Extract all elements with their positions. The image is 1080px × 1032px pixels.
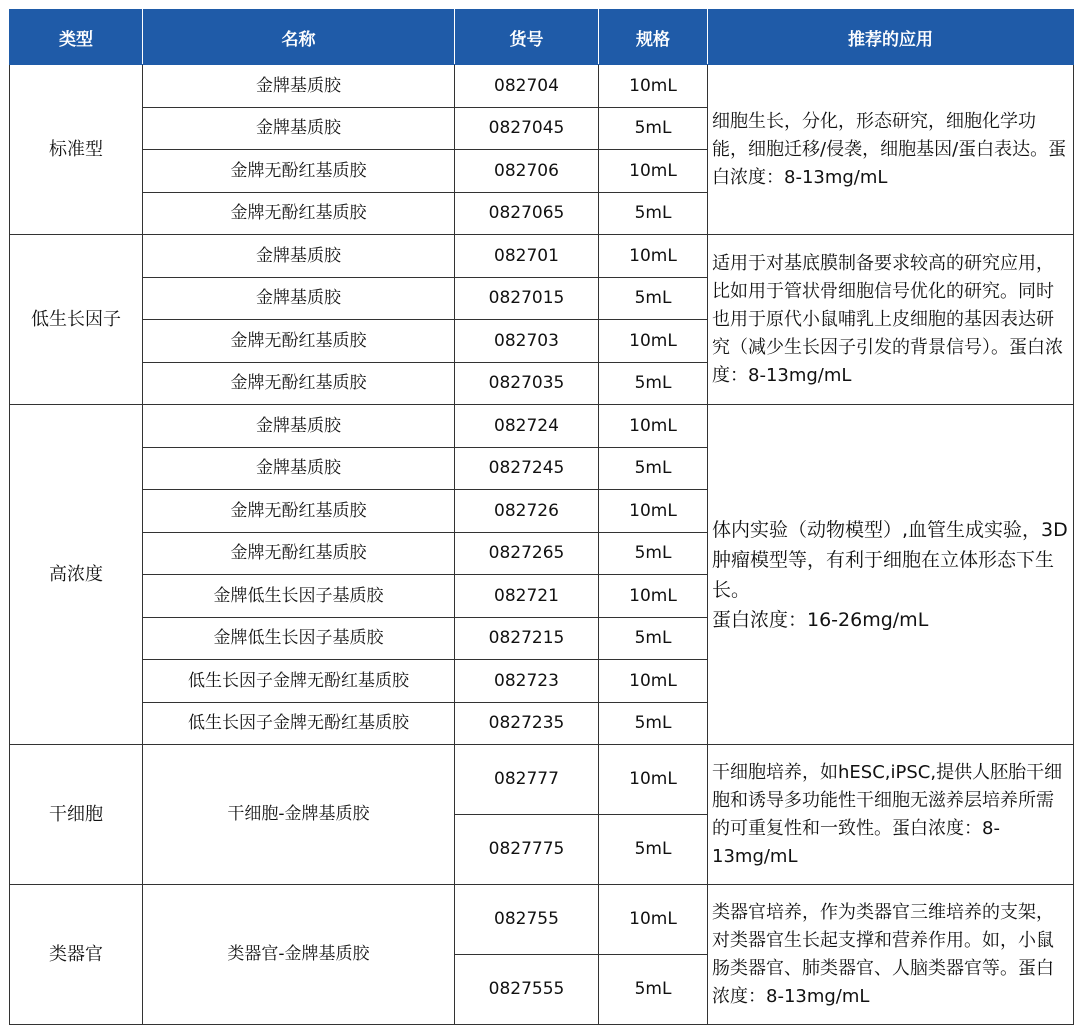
code-cell: 082706 (455, 150, 599, 193)
table-row (10, 745, 1074, 815)
spec-cell: 10mL (599, 150, 708, 193)
type-cell: 标准型 (10, 65, 143, 235)
spec-cell: 10mL (599, 65, 708, 108)
type-cell: 干细胞 (10, 745, 143, 885)
spec-cell: 10mL (599, 405, 708, 448)
code-cell: 082726 (455, 490, 599, 533)
code-cell: 0827555 (455, 955, 599, 1025)
code-cell: 082777 (455, 745, 599, 815)
application-concentration: 蛋白浓度：16-26mg/mL (712, 608, 929, 631)
header-application: 推荐的应用 (708, 10, 1074, 65)
code-cell: 0827265 (455, 532, 599, 575)
code-cell: 0827775 (455, 815, 599, 885)
spec-cell: 5mL (599, 277, 708, 320)
header-type: 类型 (10, 10, 143, 65)
header-spec: 规格 (599, 10, 708, 65)
code-cell: 0827035 (455, 362, 599, 405)
code-cell: 0827065 (455, 192, 599, 235)
spec-cell: 5mL (599, 362, 708, 405)
name-cell: 低生长因子金牌无酚红基质胶 (143, 702, 455, 745)
table-row (10, 885, 1074, 955)
spec-cell: 10mL (599, 575, 708, 618)
name-cell: 干细胞-金牌基质胶 (143, 745, 455, 885)
spec-cell: 10mL (599, 490, 708, 533)
spec-cell: 5mL (599, 617, 708, 660)
code-cell: 082703 (455, 320, 599, 363)
application-text: 体内实验（动物模型）,血管生成实验，3D肿瘤模型等，有利于细胞在立体形态下生长。 (712, 518, 1068, 601)
table-row (10, 235, 1074, 278)
code-cell: 082704 (455, 65, 599, 108)
spec-cell: 5mL (599, 815, 708, 885)
code-cell: 082721 (455, 575, 599, 618)
table-row (10, 405, 1074, 448)
name-cell: 金牌低生长因子基质胶 (143, 617, 455, 660)
spec-cell: 5mL (599, 192, 708, 235)
name-cell: 金牌无酚红基质胶 (143, 320, 455, 363)
name-cell: 金牌基质胶 (143, 107, 455, 150)
name-cell: 金牌无酚红基质胶 (143, 490, 455, 533)
type-cell: 高浓度 (10, 405, 143, 745)
spec-cell: 5mL (599, 955, 708, 1025)
name-cell: 金牌无酚红基质胶 (143, 532, 455, 575)
name-cell: 金牌无酚红基质胶 (143, 362, 455, 405)
spec-cell: 5mL (599, 702, 708, 745)
spec-cell: 10mL (599, 660, 708, 703)
code-cell: 0827215 (455, 617, 599, 660)
application-cell: 适用于对基底膜制备要求较高的研究应用，比如用于管状骨细胞信号优化的研究。同时也用于原代小鼠哺乳上皮细胞的基因表达研究（减少生长因子引发的背景信号）。蛋白浓度：8-13mg/mL (708, 235, 1074, 405)
spec-cell: 10mL (599, 320, 708, 363)
code-cell: 0827045 (455, 107, 599, 150)
spec-cell: 5mL (599, 107, 708, 150)
code-cell: 082723 (455, 660, 599, 703)
name-cell: 金牌无酚红基质胶 (143, 192, 455, 235)
header-row (10, 10, 1074, 65)
table-row (10, 65, 1074, 108)
spec-cell: 5mL (599, 532, 708, 575)
spec-cell: 5mL (599, 447, 708, 490)
header-code: 货号 (455, 10, 599, 65)
type-cell: 类器官 (10, 885, 143, 1025)
spec-cell: 10mL (599, 885, 708, 955)
name-cell: 金牌基质胶 (143, 65, 455, 108)
code-cell: 0827015 (455, 277, 599, 320)
name-cell: 金牌无酚红基质胶 (143, 150, 455, 193)
header-name: 名称 (143, 10, 455, 65)
name-cell: 类器官-金牌基质胶 (143, 885, 455, 1025)
spec-cell: 10mL (599, 235, 708, 278)
product-table (9, 9, 1074, 1025)
code-cell: 082701 (455, 235, 599, 278)
name-cell: 低生长因子金牌无酚红基质胶 (143, 660, 455, 703)
application-cell (708, 405, 1074, 745)
code-cell: 082724 (455, 405, 599, 448)
type-cell: 低生长因子 (10, 235, 143, 405)
spec-cell: 10mL (599, 745, 708, 815)
name-cell: 金牌基质胶 (143, 447, 455, 490)
application-cell: 细胞生长，分化，形态研究，细胞化学功能，细胞迁移/侵袭，细胞基因/蛋白表达。蛋白浓度：8-13mg/mL (708, 65, 1074, 235)
code-cell: 082755 (455, 885, 599, 955)
application-cell: 干细胞培养，如hESC,iPSC,提供人胚胎干细胞和诱导多功能性干细胞无滋养层培养所需的可重复性和一致性。蛋白浓度：8-13mg/mL (708, 745, 1074, 885)
name-cell: 金牌基质胶 (143, 405, 455, 448)
name-cell: 金牌基质胶 (143, 277, 455, 320)
name-cell: 金牌基质胶 (143, 235, 455, 278)
code-cell: 0827245 (455, 447, 599, 490)
code-cell: 0827235 (455, 702, 599, 745)
application-cell: 类器官培养，作为类器官三维培养的支架，对类器官生长起支撑和营养作用。如，小鼠肠类器官、肺类器官、人脑类器官等。蛋白浓度：8-13mg/mL (708, 885, 1074, 1025)
name-cell: 金牌低生长因子基质胶 (143, 575, 455, 618)
